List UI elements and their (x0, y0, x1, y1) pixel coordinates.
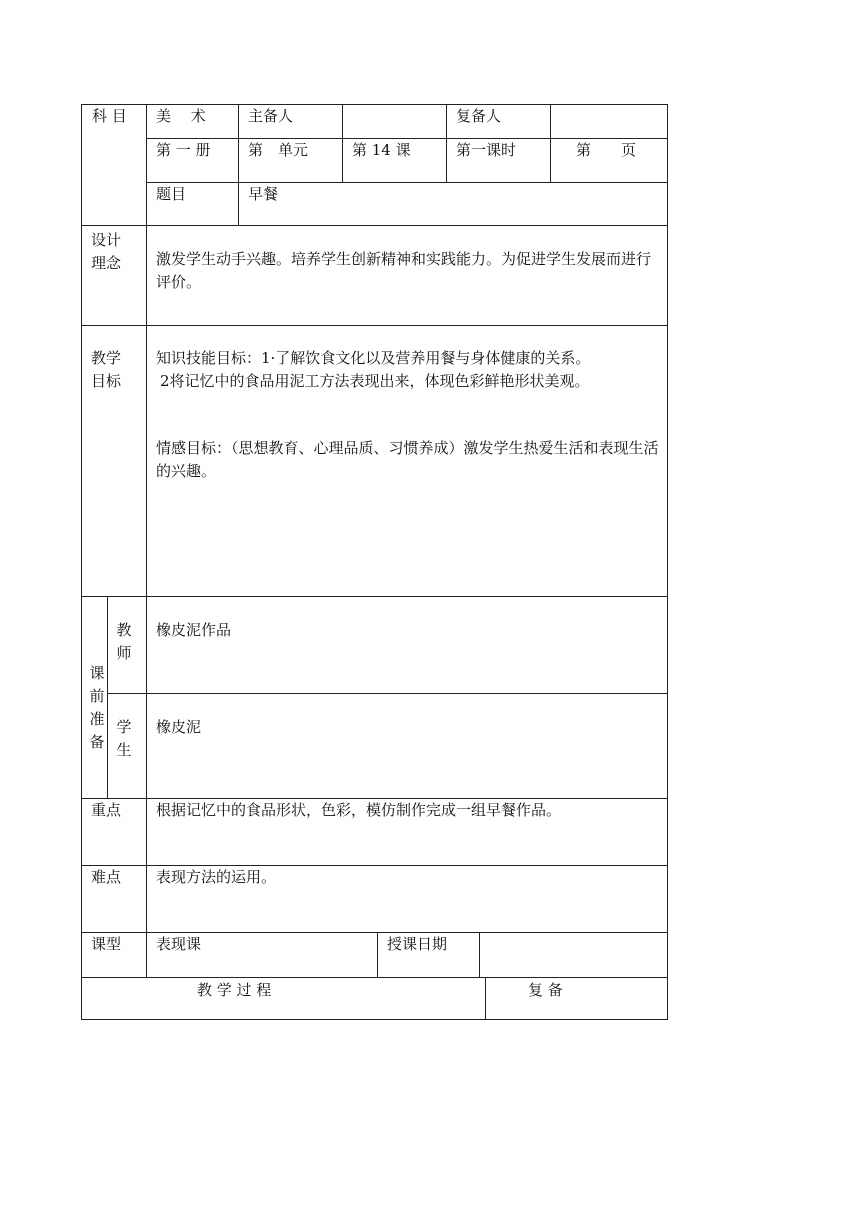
design-concept-text: 激发学生动手兴趣。培养学生创新精神和实践能力。为促进学生发展而进行评价。 (156, 250, 652, 291)
student-label: 学生 (116, 718, 132, 759)
rule (81, 932, 668, 933)
page-number: 第 页 (576, 141, 637, 159)
knowledge-goal-line-1: 知识技能目标：1·了解饮食文化以及营养用餐与身体健康的关系。 (156, 349, 591, 367)
lesson-type-label: 课型 (91, 935, 122, 953)
student-materials: 橡皮泥 (156, 718, 202, 736)
rule (146, 104, 147, 977)
rule (238, 182, 239, 225)
rule (81, 104, 82, 1020)
rule (667, 104, 668, 1020)
rule (485, 977, 486, 1019)
rule (81, 325, 668, 326)
rule (238, 104, 239, 182)
unit-number: 第 单元 (248, 141, 309, 159)
rule (81, 225, 668, 226)
subject-label: 科 目 (92, 107, 127, 125)
rule (479, 932, 480, 977)
difficulty-text: 表现方法的运用。 (156, 868, 277, 886)
book-number: 第 一 册 (156, 141, 211, 159)
design-concept-label: 设计理念 (91, 231, 122, 272)
emotion-goal-text: 情感目标：（思想教育、心理品质、习惯养成）激发学生热爱生活和表现生活的兴趣。 (156, 439, 659, 480)
rule (146, 182, 668, 183)
rule (107, 693, 668, 694)
lesson-type-value: 表现课 (156, 935, 202, 953)
rule (146, 138, 668, 139)
teaching-process-heading: 教 学 过 程 (197, 981, 272, 999)
rule (446, 104, 447, 182)
key-point-text: 根据记忆中的食品形状，色彩，模仿制作完成一组早餐作品。 (156, 801, 562, 819)
rule (107, 596, 108, 798)
rule (377, 932, 378, 977)
difficulty-label: 难点 (91, 868, 122, 886)
key-point-label: 重点 (91, 801, 122, 819)
rule (81, 1019, 668, 1020)
topic-label: 题目 (156, 185, 187, 203)
knowledge-goal-line-2: 2将记忆中的食品用泥工方法表现出来，体现色彩鲜艳形状美观。 (160, 372, 590, 390)
preparation-label: 课前准备 (89, 664, 105, 751)
rule (81, 798, 668, 799)
rule (81, 977, 668, 978)
rule (81, 596, 668, 597)
rule (550, 104, 551, 182)
lesson-number: 第 14 课 (352, 141, 411, 159)
subject-value: 美 术 (156, 107, 206, 125)
lesson-period: 第一课时 (456, 141, 517, 159)
topic-value: 早餐 (248, 185, 279, 203)
rule (81, 104, 668, 105)
teacher-label: 教师 (116, 621, 132, 662)
teaching-date-label: 授课日期 (387, 935, 448, 953)
teaching-goals-label: 教学目标 (91, 349, 122, 390)
rule (342, 104, 343, 182)
co-preparer-label: 复备人 (456, 107, 502, 125)
review-heading: 复 备 (528, 981, 563, 999)
rule (81, 865, 668, 866)
main-preparer-label: 主备人 (248, 107, 294, 125)
teacher-materials: 橡皮泥作品 (156, 621, 232, 639)
